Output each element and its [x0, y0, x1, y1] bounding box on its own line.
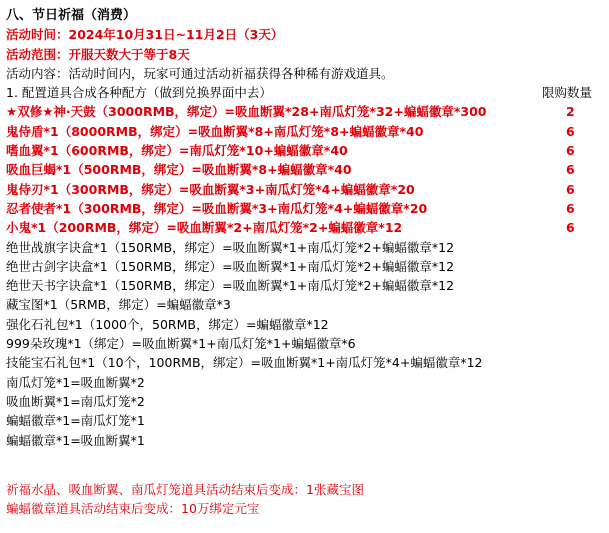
highlighted-recipe — [6, 218, 603, 237]
highlighted-recipe — [6, 180, 603, 199]
highlighted-recipe — [6, 199, 603, 218]
recipe-limit: 6 — [566, 220, 575, 236]
recipe-line: 强化石礼包*1（1000个，50RMB，绑定）=蝙蝠徽章*12 — [6, 316, 329, 332]
recipe-line: 绝世古剑字诀盒*1（150RMB，绑定）=吸血断翼*1+南瓜灯笼*2+蝙蝠徽章*12 — [6, 258, 455, 274]
end-note-2: 蝙蝠徽章道具活动结束后变成：10万绑定元宝 — [6, 501, 260, 517]
recipe-line: 蝙蝠徽章*1=南瓜灯笼*1 — [6, 413, 145, 429]
recipe-line: 999朵玫瑰*1（绑定）=吸血断翼*1+南瓜灯笼*1+蝙蝠徽章*6 — [6, 336, 356, 352]
recipe-limit: 6 — [566, 200, 575, 216]
recipe-header: 1. 配置道具合成各种配方（做到兑换界面中去） — [6, 85, 272, 101]
recipe-text: 鬼侍盾*1（8000RMB，绑定）=吸血断翼*8+南瓜灯笼*8+蝙蝠徽章*40 — [6, 123, 424, 139]
event-time: 活动时间：2024年10月31日~11月2日（3天） — [6, 27, 284, 43]
recipe-line: 蝙蝠徽章*1=吸血断翼*1 — [6, 432, 145, 448]
recipe-text: 小鬼*1（200RMB，绑定）=吸血断翼*2+南瓜灯笼*2+蝙蝠徽章*12 — [6, 220, 403, 236]
recipe-line: 南瓜灯笼*1=吸血断翼*2 — [6, 374, 145, 390]
recipe-line: 技能宝石礼包*1（10个，100RMB，绑定）=吸血断翼*1+南瓜灯笼*4+蝙蝠徽章*12 — [6, 355, 483, 371]
end-note-1: 祈福水晶、吸血断翼、南瓜灯笼道具活动结束后变成：1张藏宝图 — [6, 481, 364, 497]
highlighted-recipe — [6, 141, 603, 160]
normal-recipe-list — [6, 238, 603, 450]
spacer — [6, 450, 603, 480]
recipe-limit: 6 — [566, 162, 575, 178]
recipe-line: 绝世天书字诀盒*1（150RMB，绑定）=吸血断翼*1+南瓜灯笼*2+蝙蝠徽章*12 — [6, 278, 455, 294]
recipe-text: 吸血巨蝎*1（500RMB，绑定）=吸血断翼*8+蝙蝠徽章*40 — [6, 162, 352, 178]
recipe-line: 吸血断翼*1=南瓜灯笼*2 — [6, 393, 145, 409]
recipe-line: 藏宝图*1（5RMB，绑定）=蝙蝠徽章*3 — [6, 297, 231, 313]
recipe-text: 忍者使者*1（300RMB，绑定）=吸血断翼*3+南瓜灯笼*4+蝙蝠徽章*20 — [6, 200, 428, 216]
recipe-limit: 6 — [566, 123, 575, 139]
recipe-limit: 6 — [566, 143, 575, 159]
section-heading: 八、节日祈福（消费） — [6, 8, 137, 23]
recipe-line: 绝世战旗字诀盒*1（150RMB，绑定）=吸血断翼*1+南瓜灯笼*2+蝙蝠徽章*12 — [6, 239, 455, 255]
highlighted-recipe-list — [6, 102, 603, 237]
event-content: 活动内容：活动时间内，玩家可通过活动祈福获得各种稀有游戏道具。 — [6, 65, 394, 81]
document-body — [6, 6, 603, 518]
recipe-text: 鬼侍刃*1（300RMB，绑定）=吸血断翼*3+南瓜灯笼*4+蝙蝠徽章*20 — [6, 181, 415, 197]
recipe-header-row — [6, 83, 603, 102]
recipe-limit: 6 — [566, 181, 575, 197]
recipe-text: 嗜血翼*1（600RMB，绑定）=南瓜灯笼*10+蝙蝠徽章*40 — [6, 143, 348, 159]
highlighted-recipe — [6, 122, 603, 141]
recipe-text: ★双修★神·天鼓（3000RMB，绑定）=吸血断翼*28+南瓜灯笼*32+蝙蝠徽章*300 — [6, 104, 487, 120]
event-scope: 活动范围：开服天数大于等于8天 — [6, 46, 190, 62]
limit-header: 限购数量 — [542, 85, 593, 101]
highlighted-recipe — [6, 102, 603, 121]
highlighted-recipe — [6, 160, 603, 179]
recipe-limit: 2 — [566, 104, 575, 120]
